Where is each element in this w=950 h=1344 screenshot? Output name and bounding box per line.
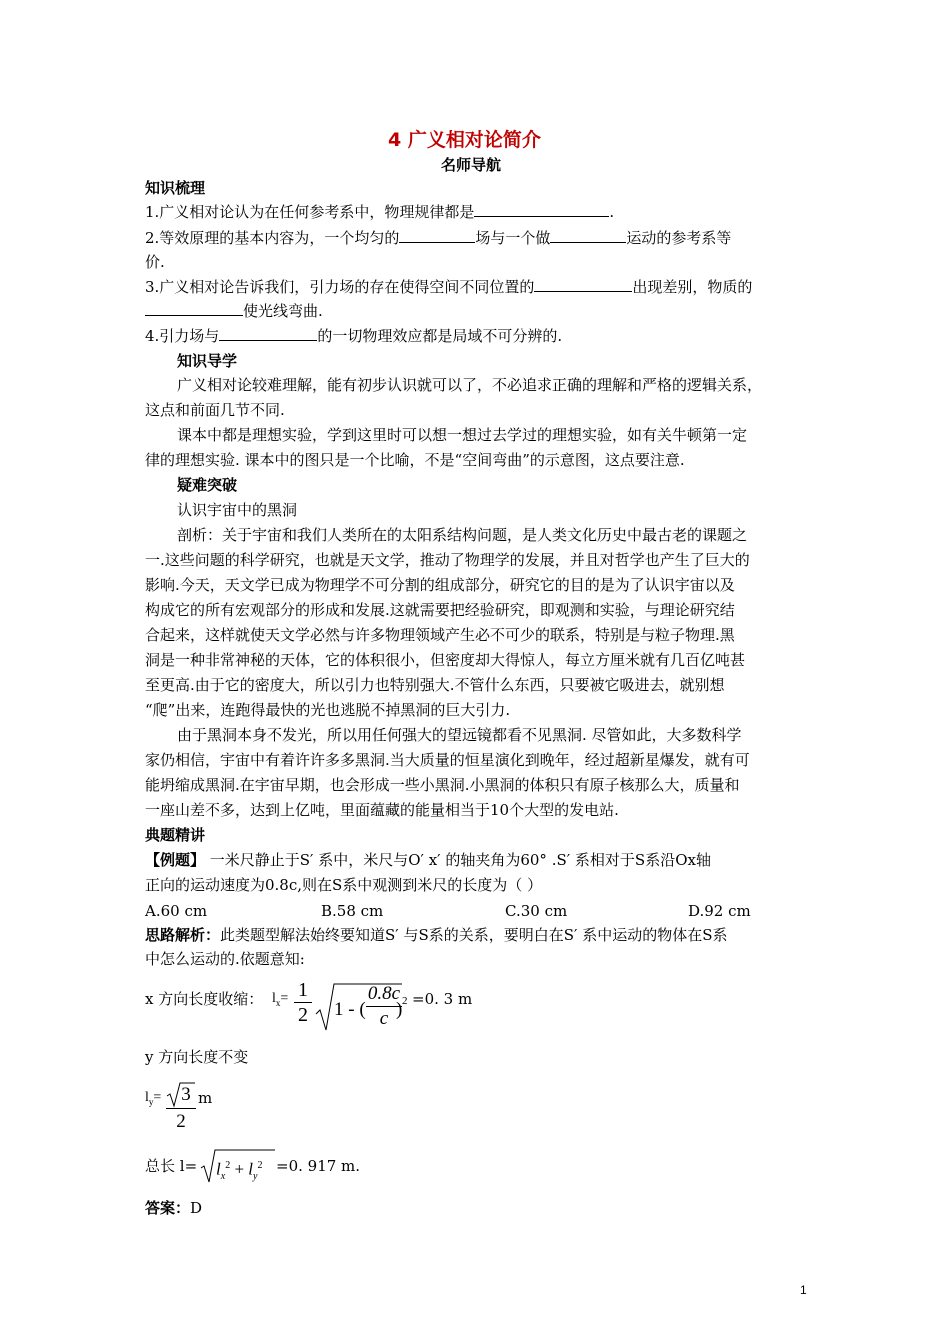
question-2-cont: 价. xyxy=(145,253,165,271)
paragraph-line: 一座山差不多，达到上亿吨，里面蕴藏的能量相当于10个大型的发电站. xyxy=(145,801,619,819)
question-4 xyxy=(145,325,562,347)
paragraph-line: 能坍缩成黑洞.在宇宙早期，也会形成一些小黑洞.小黑洞的体积只有原子核那么大，质量和 xyxy=(145,776,740,794)
paragraph-line: 洞是一种非常神秘的天体，它的体积很小，但密度却大得惊人，每立方厘米就有几百亿吨甚 xyxy=(145,651,746,669)
paragraph-line: 至更高.由于它的密度大，所以引力也特别强大.不管什么东西，只要被它吸进去，就别想 xyxy=(145,676,725,694)
option-b: B.58 cm xyxy=(321,902,384,920)
answer-value: D xyxy=(190,1199,203,1217)
question-text: 场与一个做 xyxy=(475,229,551,247)
lx-letter: l xyxy=(216,1159,221,1179)
solution-line: 中怎么运动的.依题意知: xyxy=(145,950,305,968)
answer-blank xyxy=(399,228,475,243)
square-exponent: 2 xyxy=(225,1160,231,1171)
paragraph-line: 一.这些问题的科学研究，也就是天文学，推动了物理学的发展，并且对哲学也产生了巨大的 xyxy=(145,551,750,569)
question-text: . xyxy=(609,203,615,221)
half-fraction xyxy=(294,978,312,1027)
fraction-numerator: 1 xyxy=(294,978,312,1003)
question-3-cont xyxy=(145,300,323,322)
ly-fraction xyxy=(166,1082,196,1135)
fraction-denominator: 2 xyxy=(298,1004,308,1026)
answer-label: 答案： xyxy=(145,1199,191,1217)
example-line: 正向的运动速度为0.8c,则在S系中观测到米尺的长度为（ ） xyxy=(145,876,543,894)
ly-letter: l xyxy=(248,1159,254,1179)
total-result: =0. 917 m. xyxy=(276,1157,361,1175)
section-heading-examples: 典题精讲 xyxy=(145,826,206,844)
x-label: x 方向长度收缩： xyxy=(145,990,264,1008)
page-number: 1 xyxy=(800,1283,807,1297)
example-line xyxy=(145,849,711,871)
question-text: 的一切物理效应都是局域不可分辨的. xyxy=(317,327,563,345)
solution-line xyxy=(145,924,727,946)
section-heading-knowledge: 知识梳理 xyxy=(145,179,206,197)
option-d: D.92 cm xyxy=(688,902,751,920)
paragraph-line: 广义相对论较难理解，能有初步认识就可以了，不必追求正确的理解和严格的逻辑关系， xyxy=(177,376,763,394)
velocity-denominator: c xyxy=(379,1008,389,1029)
paragraph-line: 构成它的所有宏观部分的形成和发展.这就需要把经验研究，即观测和实验，与理论研究结 xyxy=(145,601,735,619)
question-text: 运动的参考系等 xyxy=(626,229,732,247)
ly-letter: l xyxy=(145,1090,149,1105)
ly-unit: m xyxy=(198,1089,213,1107)
paragraph-line: 家仍相信，宇宙中有着许许多多黑洞.当大质量的恒星演化到晚年，经过超新星爆发，就有可 xyxy=(145,751,750,769)
page-subtitle: 名师导航 xyxy=(441,156,502,174)
solution-label: 思路解析： xyxy=(145,926,221,944)
question-text: 1.广义相对论认为在任何参考系中，物理规律都是 xyxy=(145,203,475,221)
example-label: 【例题】 xyxy=(145,851,206,869)
ly-symbol xyxy=(145,1087,161,1113)
ly-subscript: y xyxy=(253,1171,258,1183)
total-radicand: $l_x^2 + l_y^2$ xyxy=(216,1159,263,1183)
square-exponent: 2 xyxy=(402,995,408,1007)
question-text: 2.等效原理的基本内容为，一个均匀的 xyxy=(145,229,400,247)
paragraph-line: 由于黑洞本身不发光，所以用任何强大的望远镜都看不见黑洞. 尽管如此，大多数科学 xyxy=(177,726,742,744)
answer-blank xyxy=(534,277,632,292)
equals-sign: = xyxy=(280,991,289,1006)
question-text: 使光线弯曲. xyxy=(243,302,323,320)
paren-close: ) xyxy=(396,999,403,1020)
paragraph-line: 律的理想实验. 课本中的图只是一个比喻，不是“空间弯曲”的示意图，这点要注意. xyxy=(145,451,685,469)
total-label: 总长 l= xyxy=(145,1157,198,1175)
lx-letter: l xyxy=(272,991,276,1006)
square-exponent: 2 xyxy=(257,1160,263,1171)
paragraph-line: 影响.今天，天文学已成为物理学不可分割的组成部分，研究它的目的是为了认识宇宙以及 xyxy=(145,576,735,594)
example-text: 一米尺静止于S′ 系中，米尺与O′ x′ 的轴夹角为60° .S′ 系相对于S系沿Ox轴 xyxy=(205,851,711,869)
lx-subscript: x xyxy=(220,1171,226,1183)
lx-result: =0. 3 m xyxy=(412,990,473,1008)
paragraph-line: 剖析：关于宇宙和我们人类所在的太阳系结构问题，是人类文化历史中最古老的课题之 xyxy=(177,526,748,544)
answer-line xyxy=(145,1197,202,1219)
paragraph-line: “爬”出来，连跑得最快的光也逃脱不掉黑洞的巨大引力. xyxy=(145,701,511,719)
ly-numerator: 3 xyxy=(181,1084,191,1105)
question-2 xyxy=(145,227,731,249)
lx-subscript: x xyxy=(275,997,281,1008)
page-title: 4 广义相对论简介 xyxy=(388,129,541,151)
option-a: A.60 cm xyxy=(145,902,208,920)
answer-blank xyxy=(550,228,626,243)
ly-denominator: 2 xyxy=(166,1108,196,1135)
root-one: 1 - ( xyxy=(334,999,366,1020)
paragraph-line: 课本中都是理想实验，学到这里时可以想一想过去学过的理想实验，如有关牛顿第一定 xyxy=(177,426,748,444)
solution-text: 此类题型解法始终要知道S′ 与S系的关系，要明白在S′ 系中运动的物体在S系 xyxy=(220,926,728,944)
paragraph-line: 这点和前面几节不同. xyxy=(145,401,285,419)
question-1 xyxy=(145,201,614,223)
topic-title: 认识宇宙中的黑洞 xyxy=(177,501,298,519)
answer-blank xyxy=(474,202,609,217)
answer-blank xyxy=(219,326,317,341)
question-3 xyxy=(145,276,752,298)
option-c: C.30 cm xyxy=(505,902,568,920)
velocity-numerator: 0.8c xyxy=(366,982,402,1007)
answer-blank xyxy=(145,301,243,316)
question-text: 出现差别，物质的 xyxy=(632,278,753,296)
section-heading-guide: 知识导学 xyxy=(177,352,238,370)
paragraph-line: 合起来，这样就使天文学必然与许多物理领域产生必不可少的联系，特别是与粒子物理.黑 xyxy=(145,626,735,644)
ly-subscript: y xyxy=(148,1096,154,1107)
question-text: 3.广义相对论告诉我们，引力场的存在使得空间不同位置的 xyxy=(145,278,535,296)
lx-symbol xyxy=(272,988,288,1014)
section-heading-difficulty: 疑难突破 xyxy=(177,476,238,494)
question-text: 4.引力场与 xyxy=(145,327,220,345)
y-note: y 方向长度不变 xyxy=(145,1048,249,1066)
equals-sign: = xyxy=(153,1090,162,1105)
